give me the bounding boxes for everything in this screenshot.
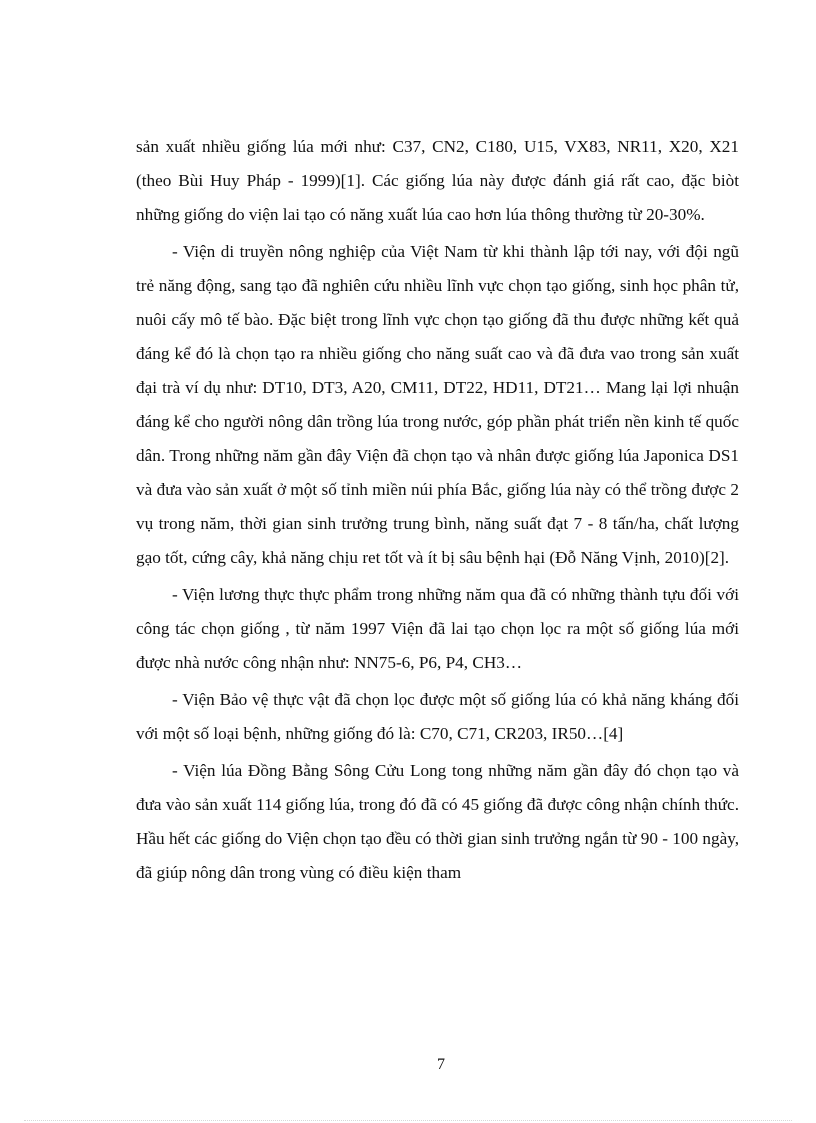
paragraph-4: - Viện Bảo vệ thực vật đã chọn lọc được một số giống lúa có khả năng kháng đối với một số loại bệnh, những giống đó là: C70, C71, CR203, IR50…[4] xyxy=(136,690,739,743)
body-text xyxy=(136,130,739,890)
page-number: 7 xyxy=(437,1056,445,1073)
paragraph-3: - Viện lương thực thực phẩm trong những năm qua đã có những thành tựu đối với công tác chọn giống , từ năm 1997 Viện đã lai tạo chọn lọc ra một số giống lúa mới được nhà nước công nhận như: NN75-6, P6, P4, CH3… xyxy=(136,585,739,672)
paragraph-5: - Viện lúa Đồng Bằng Sông Cửu Long tong những năm gần đây đó chọn tạo và đưa vào sản xuất 114 giống lúa, trong đó đã có 45 giống đã được công nhận chính thức. Hầu hết các giống do Viện chọn tạo đều có thời gian sinh trưởng ngắn từ 90 - 100 ngày, đã giúp nông dân trong vùng có điều kiện tham xyxy=(136,761,739,882)
paragraph-2: - Viện di truyền nông nghiệp của Việt Nam từ khi thành lập tới nay, với đội ngũ trẻ năng động, sang tạo đã nghiên cứu nhiều lĩnh vực chọn tạo giống, sinh học phân tử, nuôi cấy mô tế bào. Đặc biệt trong lĩnh vực chọn tạo giống đã thu được những kết quả đáng kể đó là chọn tạo ra nhiều giống cho năng suất cao và đã đưa vao trong sản xuất đại trà ví dụ như: DT10, DT3, A20, CM11, DT22, HD11, DT21… Mang lại lợi nhuận đáng kể cho người nông dân trồng lúa trong nước, góp phần phát triển nền kinh tế quốc dân. Trong những năm gần đây Viện đã chọn tạo và nhân được giống lúa Japonica DS1 và đưa vào sản xuất ở một số tỉnh miền núi phía Bắc, giống lúa này có thể trồng được 2 vụ trong năm, thời gian sinh trưởng trung bình, năng suất đạt 7 - 8 tấn/ha, chất lượng gạo tốt, cứng cây, khả năng chịu ret tốt và ít bị sâu bệnh hại (Đỗ Năng Vịnh, 2010)[2]. xyxy=(136,242,739,567)
paragraph-1: sản xuất nhiều giống lúa mới như: C37, CN2, C180, U15, VX83, NR11, X20, X21 (theo Bùi Huy Pháp - 1999)[1]. Các giống lúa này được đánh giá rất cao, đặc biòt những giống do viện lai tạo có năng xuất lúa cao hơn lúa thông thường từ 20-30%. xyxy=(136,137,739,224)
page-bottom-divider xyxy=(24,1120,792,1121)
